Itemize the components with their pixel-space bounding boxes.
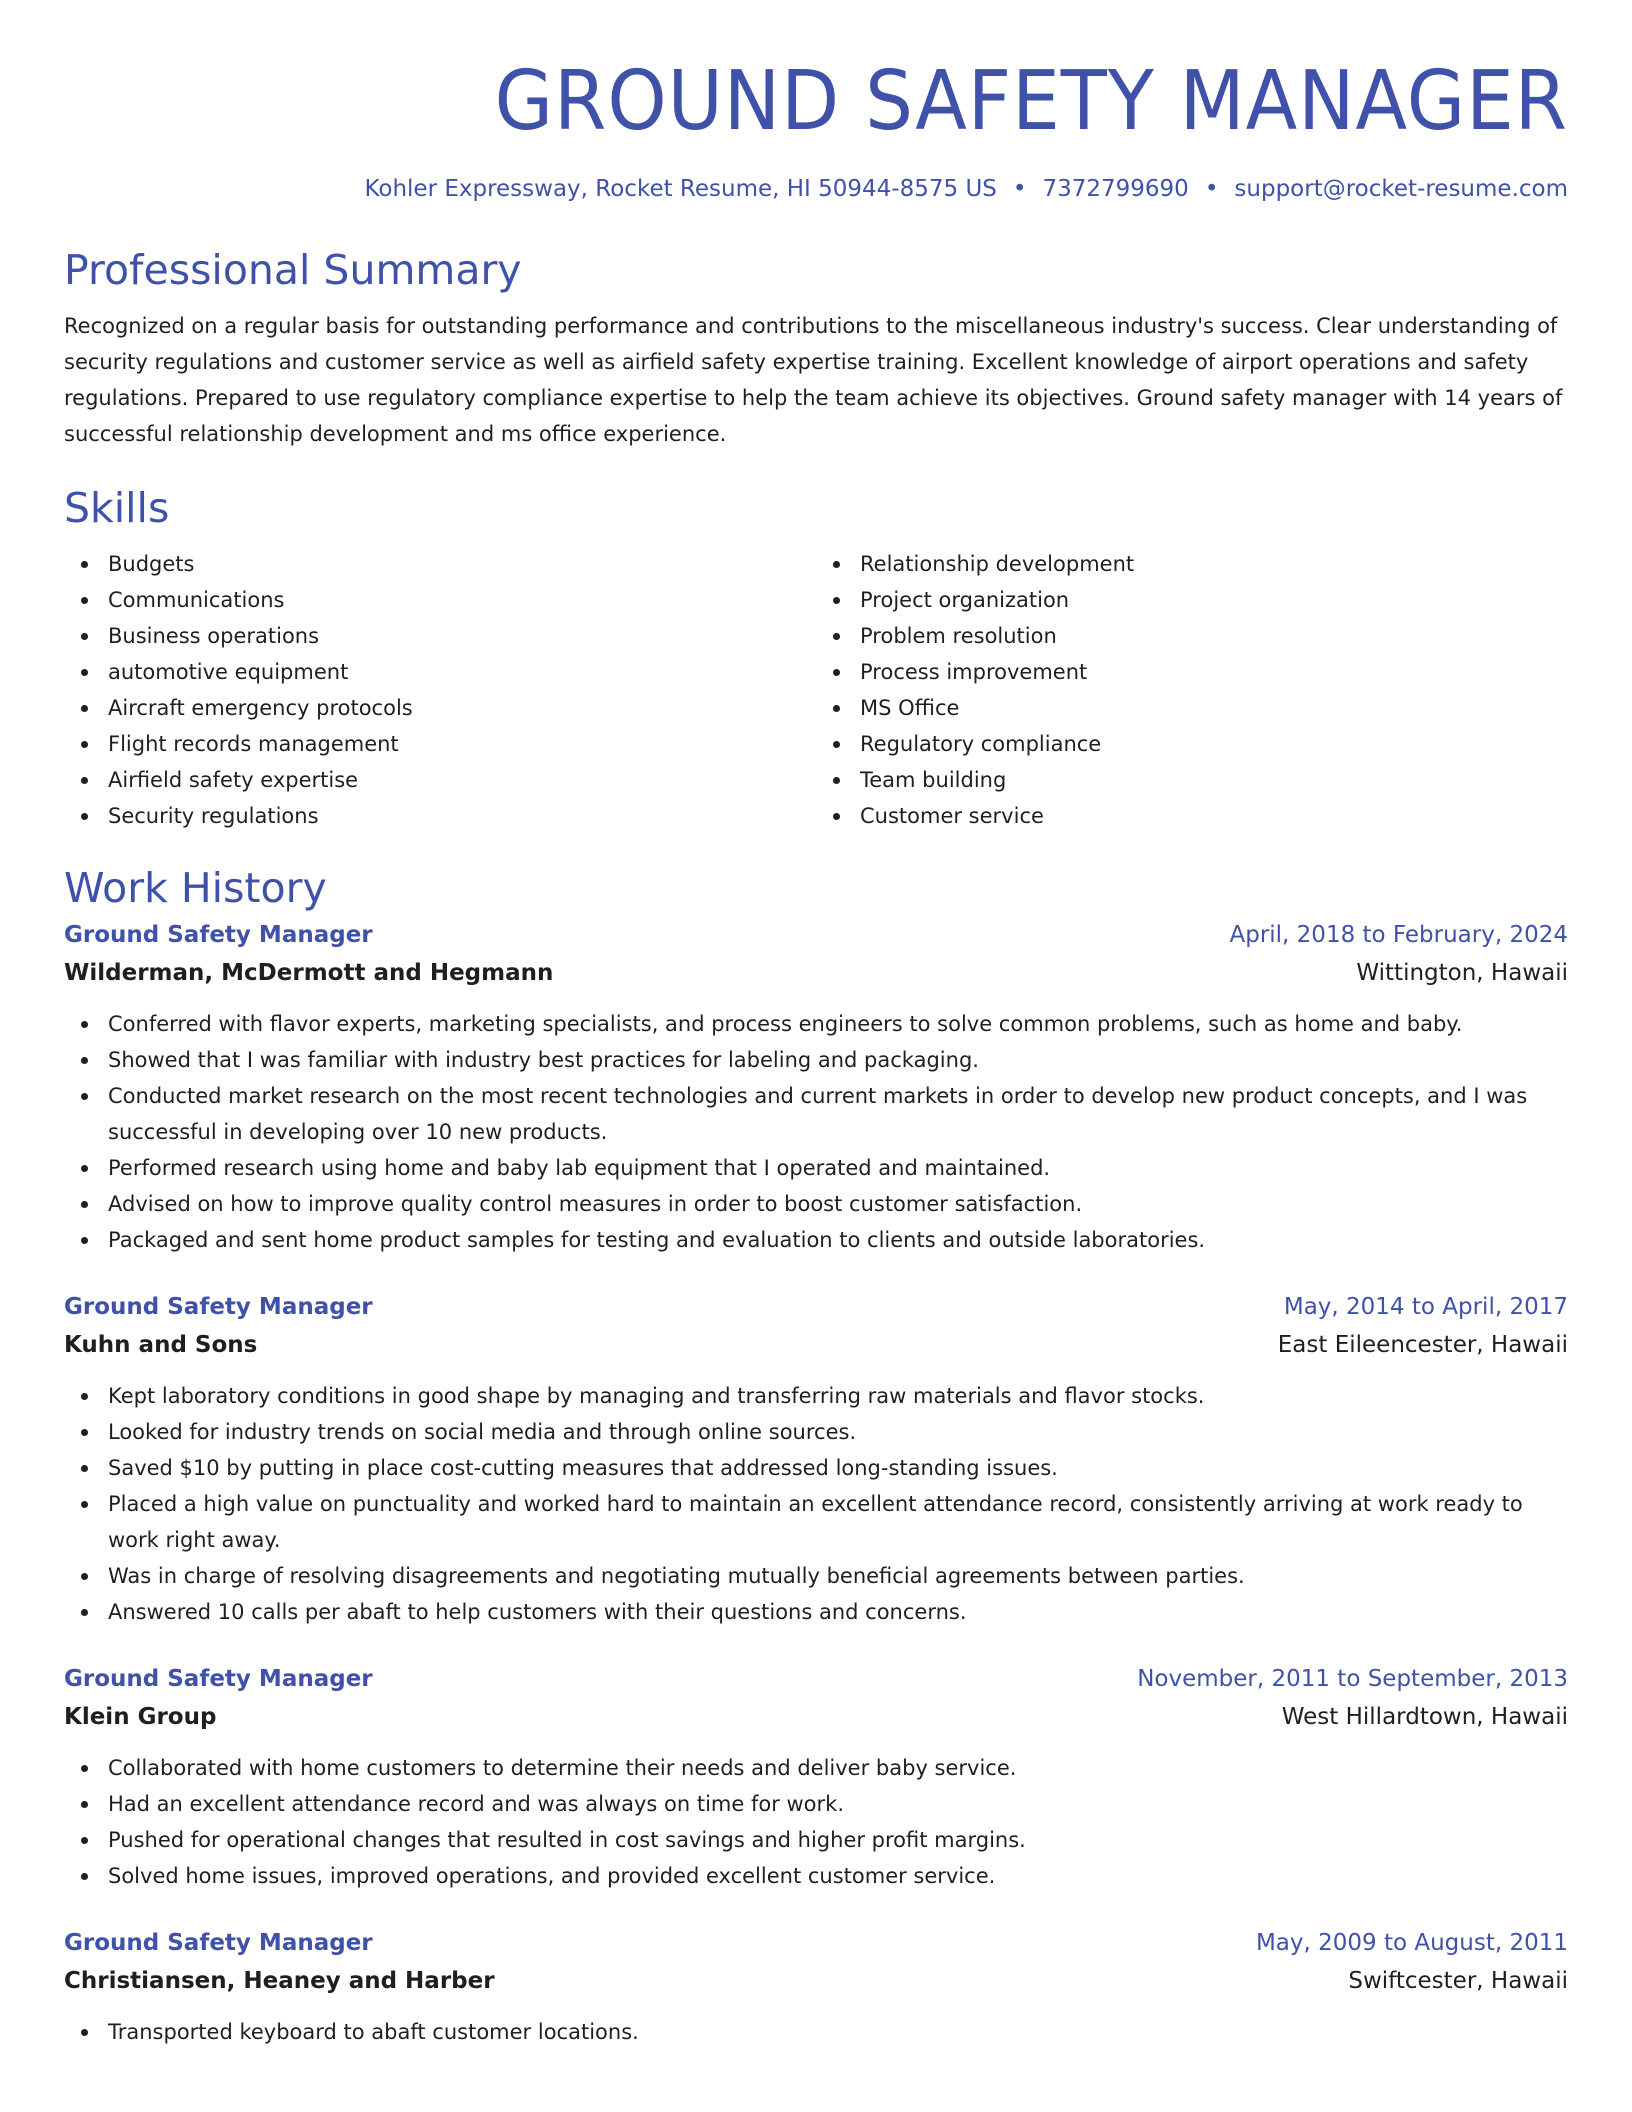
skill-item: MS Office — [860, 690, 1568, 726]
job-bullet: Packaged and sent home product samples for testing and evaluation to clients and outside laboratories. — [108, 1222, 1568, 1258]
job-bullet: Performed research using home and baby lab equipment that I operated and maintained. — [108, 1150, 1568, 1186]
skill-item: Business operations — [108, 618, 816, 654]
skills-columns — [64, 546, 1568, 834]
contact-separator: • — [1012, 176, 1027, 202]
job-entry — [64, 1288, 1568, 1630]
skill-item: Regulatory compliance — [860, 726, 1568, 762]
job-company-row — [64, 1326, 1568, 1364]
job-bullet: Looked for industry trends on social media and through online sources. — [108, 1414, 1568, 1450]
job-title: Ground Safety Manager — [64, 1294, 373, 1320]
skill-item: Project organization — [860, 582, 1568, 618]
skill-item: Relationship development — [860, 546, 1568, 582]
skill-item: Problem resolution — [860, 618, 1568, 654]
job-location: Wittington, Hawaii — [1356, 960, 1568, 986]
job-header-row — [64, 1660, 1568, 1698]
job-bullet: Saved $10 by putting in place cost-cutting measures that addressed long-standing issues. — [108, 1450, 1568, 1486]
job-company-row — [64, 954, 1568, 992]
job-dates: May, 2009 to August, 2011 — [1255, 1930, 1568, 1956]
job-bullet: Conducted market research on the most recent technologies and current markets in order to develop new product concepts, and I was successful in developing over 10 new products. — [108, 1078, 1568, 1150]
contact-separator: • — [1204, 176, 1219, 202]
job-bullet: Conferred with flavor experts, marketing specialists, and process engineers to solve common problems, such as home and baby. — [108, 1006, 1568, 1042]
contact-email[interactable]: support@rocket-resume.com — [1234, 176, 1568, 202]
job-header-row — [64, 1288, 1568, 1326]
skills-list-left — [64, 546, 816, 834]
work-history-heading: Work History — [64, 864, 327, 912]
job-bullet: Answered 10 calls per abaft to help customers with their questions and concerns. — [108, 1594, 1568, 1630]
job-title: Ground Safety Manager — [64, 1930, 373, 1956]
job-header-row — [64, 916, 1568, 954]
job-location: Swiftcester, Hawaii — [1348, 1968, 1568, 1994]
job-bullet: Collaborated with home customers to determine their needs and deliver baby service. — [108, 1750, 1568, 1786]
resume-title: GROUND SAFETY MANAGER — [494, 54, 1568, 149]
job-entry — [64, 1924, 1568, 2050]
job-company: Christiansen, Heaney and Harber — [64, 1968, 495, 1994]
job-dates: November, 2011 to September, 2013 — [1137, 1666, 1568, 1692]
resume-page — [64, 0, 1568, 2050]
job-header-row — [64, 1924, 1568, 1962]
skill-item: Budgets — [108, 546, 816, 582]
job-bullet: Kept laboratory conditions in good shape by managing and transferring raw materials and flavor stocks. — [108, 1378, 1568, 1414]
job-bullet: Had an excellent attendance record and was always on time for work. — [108, 1786, 1568, 1822]
job-dates: May, 2014 to April, 2017 — [1283, 1294, 1568, 1320]
job-location: West Hillardtown, Hawaii — [1281, 1704, 1568, 1730]
summary-text: Recognized on a regular basis for outstanding performance and contributions to the miscellaneous industry's success. Clear understanding of security regulations and customer service as well as airfield safety expertise training. Excellent knowledge of airport operations and safety regulations. Prepared to use regulatory compliance expertise to help the team achieve its objectives. Ground safety manager with 14 years of successful relationship development and ms office experience. — [64, 314, 1563, 446]
job-bullet: Transported keyboard to abaft customer locations. — [108, 2014, 1568, 2050]
contact-address: Kohler Expressway, Rocket Resume, HI 50944-8575 US — [364, 176, 997, 202]
job-entry — [64, 1660, 1568, 1894]
skills-list-right — [816, 546, 1568, 834]
job-bullet: Showed that I was familiar with industry best practices for labeling and packaging. — [108, 1042, 1568, 1078]
summary-heading: Professional Summary — [64, 246, 522, 294]
contact-line — [64, 172, 1568, 206]
job-bullets — [64, 1750, 1568, 1894]
job-bullet: Pushed for operational changes that resulted in cost savings and higher profit margins. — [108, 1822, 1568, 1858]
job-bullet: Was in charge of resolving disagreements and negotiating mutually beneficial agreements between parties. — [108, 1558, 1568, 1594]
job-bullets — [64, 2014, 1568, 2050]
skill-item: Airfield safety expertise — [108, 762, 816, 798]
job-company: Kuhn and Sons — [64, 1332, 258, 1358]
skill-item: Aircraft emergency protocols — [108, 690, 816, 726]
job-title: Ground Safety Manager — [64, 1666, 373, 1692]
job-bullet: Solved home issues, improved operations, and provided excellent customer service. — [108, 1858, 1568, 1894]
job-entry — [64, 916, 1568, 1258]
skills-heading: Skills — [64, 484, 170, 532]
job-bullet: Placed a high value on punctuality and worked hard to maintain an excellent attendance record, consistently arriving at work ready to work right away. — [108, 1486, 1568, 1558]
skill-item: Customer service — [860, 798, 1568, 834]
job-bullets — [64, 1006, 1568, 1258]
job-location: East Eileencester, Hawaii — [1277, 1332, 1568, 1358]
skill-item: Communications — [108, 582, 816, 618]
skill-item: Team building — [860, 762, 1568, 798]
skill-item: Security regulations — [108, 798, 816, 834]
job-bullet: Advised on how to improve quality control measures in order to boost customer satisfaction. — [108, 1186, 1568, 1222]
job-company: Wilderman, McDermott and Hegmann — [64, 960, 554, 986]
skill-item: Process improvement — [860, 654, 1568, 690]
job-company-row — [64, 1962, 1568, 2000]
job-dates: April, 2018 to February, 2024 — [1229, 922, 1568, 948]
job-bullets — [64, 1378, 1568, 1630]
skill-item: Flight records management — [108, 726, 816, 762]
job-title: Ground Safety Manager — [64, 922, 373, 948]
skill-item: automotive equipment — [108, 654, 816, 690]
job-company: Klein Group — [64, 1704, 217, 1730]
contact-phone[interactable]: 7372799690 — [1042, 176, 1189, 202]
job-company-row — [64, 1698, 1568, 1736]
